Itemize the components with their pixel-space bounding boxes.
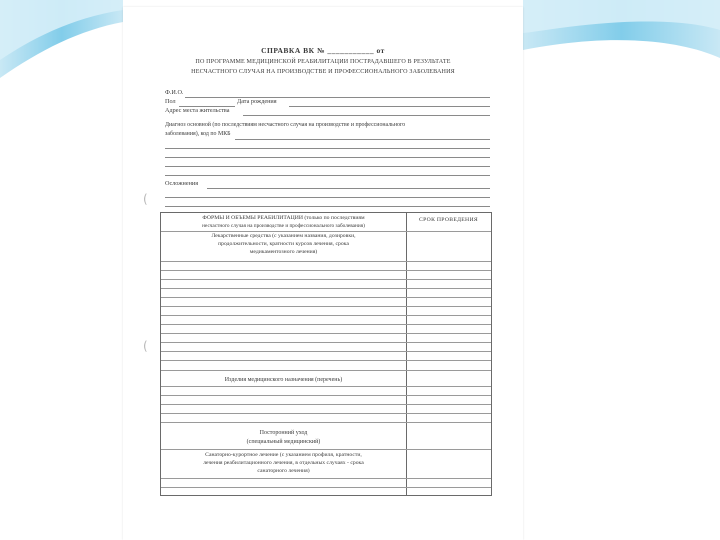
section-sanatorium-line-1: Санаторно-курортное лечение (с указанием профиля, кратности,	[205, 452, 362, 458]
table-row-line	[161, 315, 491, 316]
table-row-line	[161, 288, 491, 289]
table-header-left-line-2: несчастного случая на производстве и профессионального заболевания)	[202, 223, 365, 229]
field-label-address: Адрес места жительства	[165, 107, 230, 114]
table-row-line	[161, 351, 491, 352]
table-row-line	[161, 342, 491, 343]
table-row-line	[161, 261, 491, 262]
table-row-line	[161, 413, 491, 414]
section-sanatorium-line-3: санаторного лечения)	[257, 468, 310, 474]
table-row-line	[161, 297, 491, 298]
diagnosis-line	[165, 157, 490, 158]
table-row-line	[161, 370, 491, 371]
section-care-line-1: Посторонний уход	[259, 430, 308, 436]
complications-label: Осложнения	[165, 180, 199, 187]
table-row-line	[161, 395, 491, 396]
table-row-line	[161, 279, 491, 280]
form-subtitle-line-1: ПО ПРОГРАММЕ МЕДИЦИНСКОЙ РЕАБИЛИТАЦИИ ПОСТРАДАВШЕГО В РЕЗУЛЬТАТЕ	[195, 59, 451, 65]
table-row-line	[161, 478, 491, 479]
complications-line	[165, 206, 490, 207]
table-row-line	[161, 360, 491, 361]
field-line-birthdate	[289, 106, 490, 107]
diagnosis-line	[165, 148, 490, 149]
diagnosis-line	[235, 139, 490, 140]
table-row-line	[161, 270, 491, 271]
rehabilitation-table	[160, 212, 492, 496]
table-row-line	[161, 487, 491, 488]
section-medical-devices: Изделия медицинского назначения (перечень)	[224, 377, 343, 383]
diagnosis-line	[165, 166, 490, 167]
form-title: СПРАВКА ВК № ___________ от	[261, 46, 385, 55]
diagnosis-label-line-1: Диагноз основной (по последствиям несчастного случая на производстве и профессионального	[165, 122, 406, 128]
table-row-line	[161, 422, 491, 423]
section-medications-line-3: медикаментозного лечения)	[249, 249, 318, 255]
punch-hole-mark: (	[143, 192, 148, 206]
section-care-line-2: (специальный медицинский)	[246, 439, 321, 445]
diagnosis-label-line-2: заболевания), код по МКБ	[165, 131, 231, 137]
table-row-line	[161, 386, 491, 387]
field-line-fio	[185, 97, 490, 98]
table-column-divider	[406, 213, 407, 495]
complications-line	[165, 197, 490, 198]
table-row-line	[161, 306, 491, 307]
diagnosis-line	[165, 175, 490, 176]
table-row-line	[161, 449, 491, 450]
form-subtitle-line-2: НЕСЧАСТНОГО СЛУЧАЯ НА ПРОИЗВОДСТВЕ И ПРОФЕССИОНАЛЬНОГО ЗАБОЛЕВАНИЯ	[191, 69, 455, 75]
field-label-sex: Пол	[165, 98, 176, 105]
section-medications-line-1: Лекарственные средства (с указанием названия, дозировки,	[211, 233, 356, 239]
table-header-left-line-1: ФОРМЫ И ОБЪЕМЫ РЕАБИЛИТАЦИИ (только по последствиям	[202, 215, 365, 221]
field-label-birthdate: Дата рождения	[237, 98, 277, 105]
field-label-fio: Ф.И.О.	[165, 89, 184, 96]
table-header-right: СРОК ПРОВЕДЕНИЯ	[419, 217, 478, 223]
table-row-line	[161, 333, 491, 334]
punch-hole-mark: (	[143, 339, 148, 353]
table-row-line	[161, 324, 491, 325]
complications-line	[207, 188, 490, 189]
section-medications-line-2: продолжительности, кратности курсов лечения, срока	[218, 241, 349, 247]
table-row-line	[161, 404, 491, 405]
field-line-address	[243, 115, 490, 116]
section-sanatorium-line-2: лечения реабилитационного лечения, в отдельных случаях - срока	[203, 460, 364, 466]
scanned-form-page	[123, 7, 523, 540]
